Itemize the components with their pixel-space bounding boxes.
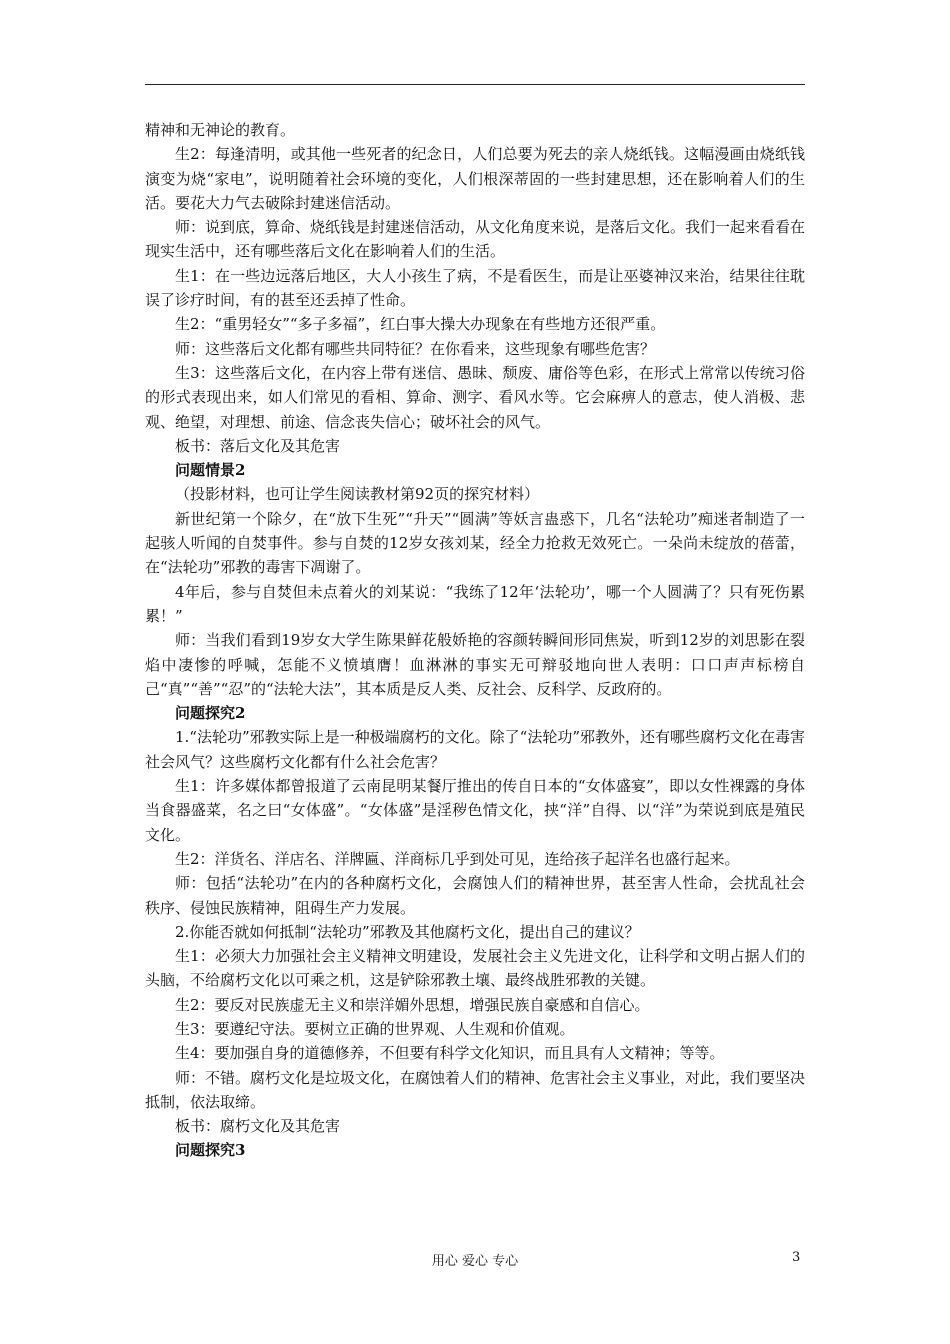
paragraph: 师：包括“法轮功”在内的各种腐朽文化，会腐蚀人们的精神世界，甚至害人性命，会扰乱社会秩序、侵蚀民族精神，阻碍生产力发展。 bbox=[145, 874, 805, 917]
paragraph: 师：这些落后文化都有哪些共同特征？在你看来，这些现象有哪些危害？ bbox=[175, 339, 656, 358]
document-body bbox=[145, 118, 805, 1163]
paragraph: 生2：每逢清明，或其他一些死者的纪念日，人们总要为死去的亲人烧纸钱。这幅漫画由烧纸钱演变为烧“家电”，说明随着社会环境的变化，人们根深蒂固的一些封建思想，还在影响着人们的生活。要花大力气去破除封建迷信活动。 bbox=[145, 145, 805, 212]
paragraph: 生2：“重男轻女”“多子多福”，红白事大操大办现象在有些地方还很严重。 bbox=[175, 315, 666, 334]
paragraph: 生2：要反对民族虚无主义和崇洋媚外思想，增强民族自豪感和自信心。 bbox=[175, 995, 650, 1014]
footer-motto: 用心 爱心 专心 bbox=[431, 1254, 519, 1269]
paragraph: 师：不错。腐朽文化是垃圾文化，在腐蚀着人们的精神、危害社会主义事业，对此，我们要坚决抵制，依法取缔。 bbox=[145, 1068, 806, 1111]
paragraph: 4年后，参与自焚但未点着火的刘某说：“我练了12年‘法轮功’，哪一个人圆满了？只有死伤累累！” bbox=[145, 582, 805, 625]
paragraph: 板书：落后文化及其危害 bbox=[175, 436, 341, 455]
paragraph: 生1：在一些边远落后地区，大人小孩生了病，不是看医生，而是让巫婆神汉来治，结果往往耽误了诊疗时间，有的甚至还丢掉了性命。 bbox=[145, 266, 805, 310]
paragraph: 2.你能否就如何抵制“法轮功”邪教及其他腐朽文化，提出自己的建议？ bbox=[175, 922, 640, 941]
paragraph: 1.“法轮功”邪教实际上是一种极端腐朽的文化。除了“法轮功”邪教外，还有哪些腐朽文化在毒害社会风气？这些腐朽文化都有什么社会危害？ bbox=[145, 728, 805, 771]
section-heading: 问题探究3 bbox=[175, 1141, 246, 1160]
page-number: 3 bbox=[792, 1250, 801, 1265]
paragraph: 师：当我们看到19岁女大学生陈果鲜花般娇艳的容颜转瞬间形同焦炭，听到12岁的刘思影在裂焰中凄惨的呼喊，怎能不义愤填膺！血淋淋的事实无可辩驳地向世人表明：口口声声标榜自己“真”“善”“忍”的“法轮大法”，其本质是反人类、反社会、反科学、反政府的。 bbox=[145, 631, 805, 698]
paragraph: 生1：必须大力加强社会主义精神文明建设，发展社会主义先进文化，让科学和文明占据人们的头脑，不给腐朽文化以可乘之机，这是铲除邪教土壤、最终战胜邪教的关键。 bbox=[145, 947, 805, 990]
paragraph: 生1：许多媒体都曾报道了云南昆明某餐厅推出的传自日本的“女体盛宴”，即以女性裸露的身体当食器盛菜，名之曰“女体盛”。“女体盛”是淫秽色情文化，挟“洋”自得、以“洋”为荣说到底是殖民文化。 bbox=[145, 777, 805, 844]
paragraph: 板书：腐朽文化及其危害 bbox=[175, 1117, 341, 1136]
section-heading: 问题探究2 bbox=[175, 704, 246, 723]
paragraph: 生4：要加强自身的道德修养，不但要有科学文化知识，而且具有人文精神；等等。 bbox=[175, 1044, 725, 1063]
paragraph: 精神和无神论的教育。 bbox=[145, 121, 296, 139]
paragraph: 生3：这些落后文化，在内容上带有迷信、愚昧、颓废、庸俗等色彩，在形式上常常以传统习俗的形式表现出来，如人们常见的看相、算命、测字、看风水等。它会麻痹人的意志，使人消极、悲观、绝望，对理想、前途、信念丧失信心；破坏社会的风气。 bbox=[145, 363, 805, 431]
paragraph: 生3：要遵纪守法。要树立正确的世界观、人生观和价值观。 bbox=[175, 1019, 575, 1038]
header-rule bbox=[145, 84, 805, 85]
paragraph: 生2：洋货名、洋店名、洋牌匾、洋商标几乎到处可见，连给孩子起洋名也盛行起来。 bbox=[175, 849, 740, 868]
paragraph: 师：说到底，算命、烧纸钱是封建迷信活动，从文化角度来说，是落后文化。我们一起来看看在现实生活中，还有哪些落后文化在影响着人们的生活。 bbox=[145, 218, 806, 261]
paragraph: （投影材料，也可让学生阅读教材第92页的探究材料） bbox=[175, 485, 540, 504]
paragraph: 新世纪第一个除夕，在“放下生死”“升天”“圆满”等妖言蛊惑下，几名“法轮功”痴迷者制造了一起骇人听闻的自焚事件。参与自焚的12岁女孩刘某，经全力抢救无效死亡。一朵尚未绽放的蓓蕾，在“法轮功”邪教的毒害下凋谢了。 bbox=[145, 509, 805, 577]
section-heading: 问题情景2 bbox=[175, 461, 246, 480]
